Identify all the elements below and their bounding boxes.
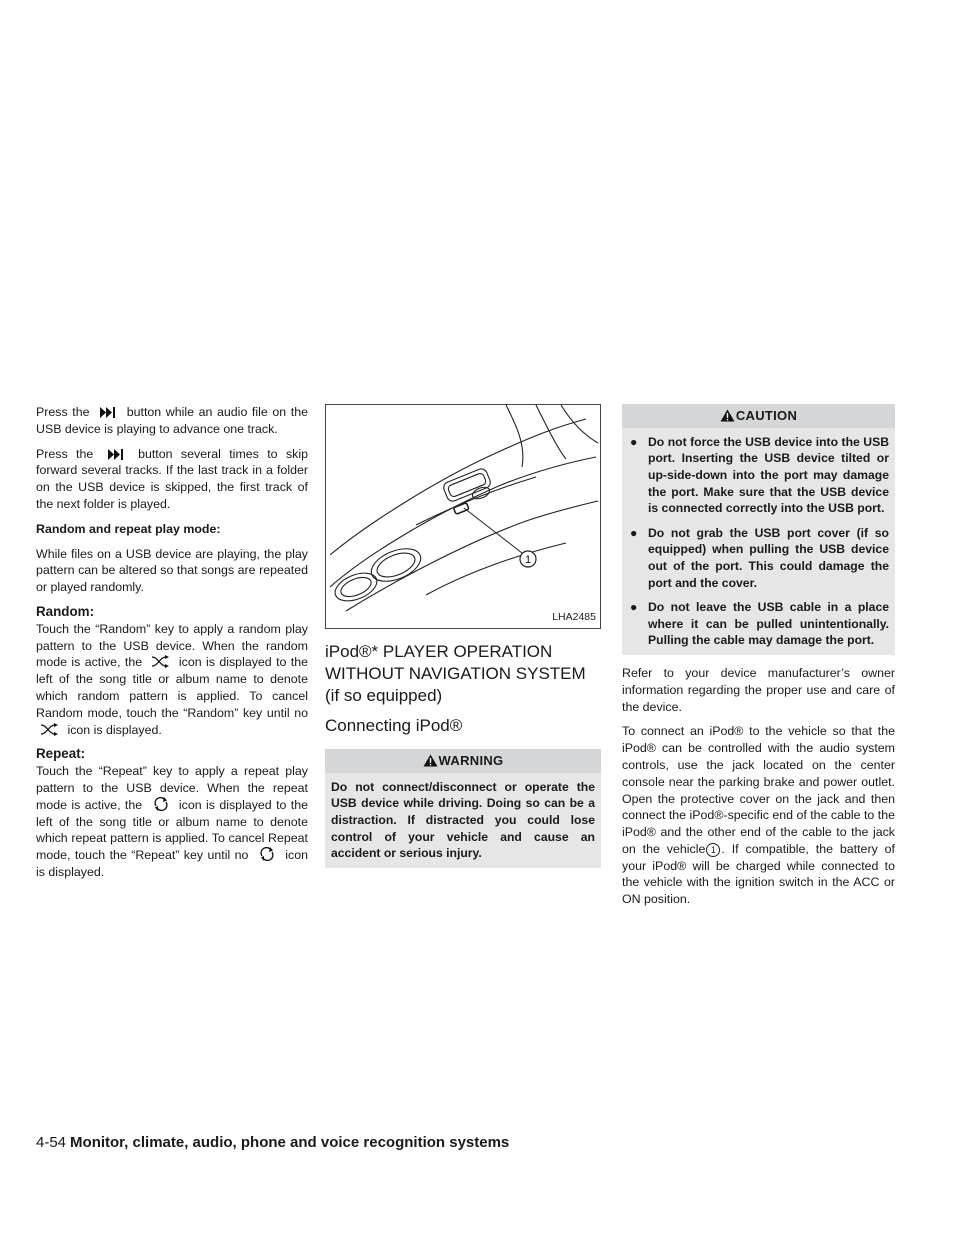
caution-item: ● Do not grab the USB port cover (if so equipped) when pulling the USB device out of the port. This could damage the port and the cover.	[630, 525, 889, 590]
paragraph-connect-ipod: To connect an iPod® to the vehicle so that the iPod® can be controlled with the audio system controls, use the jack located on the center console near the parking brake and power outlet. Open the protective cover on the jack and then connect the iPod®-specific end of the cable to the iPod® and the other end of the cable to the jack on the vehicle 1 . If compatible, the battery of your iPod® will be charged while connected to the vehicle with the ignition switch in the ACC or ON position.	[622, 724, 895, 907]
caution-item: ● Do not leave the USB cable in a place where it can be pulled unintentionally. Pulling the cable may damage the port.	[630, 600, 889, 648]
center-console-drawing	[326, 405, 600, 628]
paragraph-device-care: Refer to your device manufacturer’s owner information regarding the proper use and care of the device.	[622, 665, 895, 714]
warning-header: WARNING	[325, 749, 601, 773]
heading-repeat: Repeat:	[36, 746, 86, 762]
warning-box	[325, 749, 601, 868]
paragraph-random-repeat: While files on a USB device are playing, the play pattern can be altered so that songs are repeated or played randomly.	[36, 546, 308, 595]
caution-header: CAUTION	[622, 404, 895, 428]
skip-forward-icon	[102, 448, 130, 462]
paragraph-skip-tracks: Press the button several times to skip forward several tracks. If the last track in a folder on the USB device is skipped, the first track of the next folder is played.	[36, 446, 308, 511]
paragraph-random: Touch the “Random” key to apply a random play pattern to the USB device. When the random mode is active, the icon is displayed to the left of the song title or album name to denote which random pattern is applied. To cancel Random mode, touch the “Random” key until no icon is displayed.	[36, 621, 309, 737]
paragraph-repeat: Touch the “Repeat” key to apply a repeat play pattern to the USB device. When the repeat mode is active, the icon is displayed to the left of the song title or album name to denote which repeat pattern is applied. To cancel Repeat mode, touch the “Repeat” key until no icon is displayed.	[36, 764, 309, 879]
warning-triangle-icon	[423, 754, 439, 768]
caution-item: ● Do not force the USB device into the USB port. Inserting the USB device tilted or up-side-down into the port may damage the port. Make sure that the USB device is connected correctly into the USB port.	[630, 434, 889, 516]
column-3	[622, 404, 895, 916]
warning-text: Do not connect/disconnect or operate the USB device while driving. Doing so can be a distraction. If distracted you could lose control of your vehicle and cause an accident or serious injury.	[331, 779, 595, 861]
caution-box	[622, 404, 895, 655]
usb-jack-illustration	[325, 404, 601, 629]
paragraph-advance-track: Press the button while an audio file on the USB device is playing to advance one track.	[36, 405, 308, 436]
caution-list	[622, 428, 895, 655]
warning-triangle-icon	[720, 409, 736, 423]
figure-code: LHA2485	[552, 611, 596, 624]
heading-random-repeat: Random and repeat play mode:	[36, 521, 221, 536]
skip-forward-icon	[94, 406, 122, 420]
callout-1-marker: 1	[706, 843, 720, 857]
column-1	[36, 404, 308, 889]
column-2	[325, 404, 601, 878]
shuffle-icon	[36, 723, 64, 737]
shuffle-icon	[147, 655, 175, 669]
repeat-icon	[147, 797, 175, 811]
page-footer	[36, 1134, 509, 1151]
section-title: iPod®* PLAYER OPERATION WITHOUT NAVIGATION SYSTEM (if so equipped)	[325, 642, 586, 705]
page-number: 4-54	[36, 1134, 67, 1151]
chapter-title: Monitor, climate, audio, phone and voice recognition systems	[70, 1134, 510, 1151]
heading-random: Random:	[36, 603, 95, 619]
figure-callout-1: 1	[524, 554, 532, 566]
subsection-title: Connecting iPod®	[325, 716, 463, 735]
repeat-icon	[253, 847, 281, 861]
